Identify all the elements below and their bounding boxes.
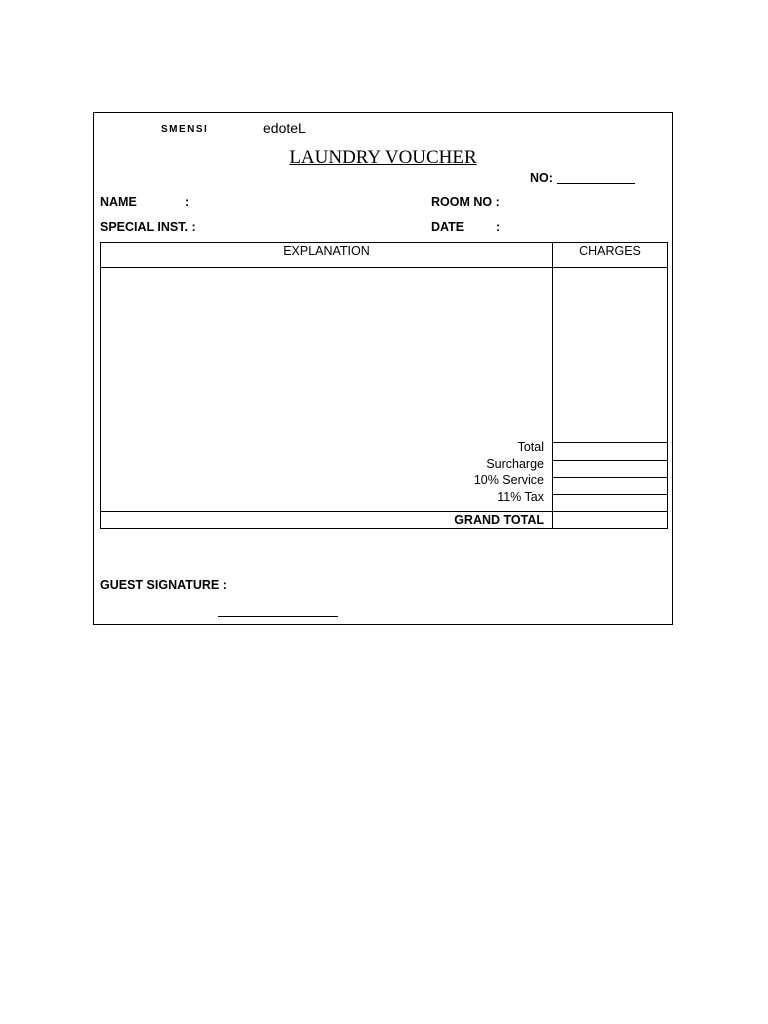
guest-signature-label: GUEST SIGNATURE :	[100, 578, 227, 592]
total-row-line	[552, 442, 667, 443]
voucher-title: LAUNDRY VOUCHER	[289, 147, 477, 168]
voucher-number-field[interactable]	[530, 171, 635, 185]
brand-text-right: edoteL	[263, 120, 306, 136]
date-label: DATE	[431, 220, 465, 234]
charges-header: CHARGES	[579, 244, 641, 258]
surcharge-label: Surcharge	[486, 457, 544, 471]
date-colon: :	[496, 220, 501, 234]
charges-table	[100, 242, 668, 529]
service-label: 10% Service	[473, 473, 544, 487]
tax-row-line	[552, 494, 667, 495]
header-divider	[101, 267, 667, 268]
name-colon: :	[185, 195, 190, 209]
name-label: NAME	[100, 195, 137, 209]
total-label: Total	[517, 440, 544, 454]
surcharge-row-line	[552, 460, 667, 461]
brand-text-left: SMENSI	[161, 124, 209, 135]
tax-label: 11% Tax	[497, 490, 544, 504]
room-number-label: ROOM NO :	[431, 195, 500, 209]
explanation-header: EXPLANATION	[283, 244, 370, 258]
voucher-number-blank[interactable]	[557, 173, 635, 184]
grand-total-label: GRAND TOTAL	[454, 513, 544, 527]
service-row-line	[552, 477, 667, 478]
column-divider	[552, 243, 553, 528]
voucher-number-label: NO:	[530, 171, 553, 185]
special-instructions-label: SPECIAL INST. :	[100, 220, 196, 234]
guest-signature-line[interactable]	[218, 616, 338, 617]
grand-total-row-line	[101, 511, 667, 512]
laundry-voucher-form	[93, 112, 673, 625]
